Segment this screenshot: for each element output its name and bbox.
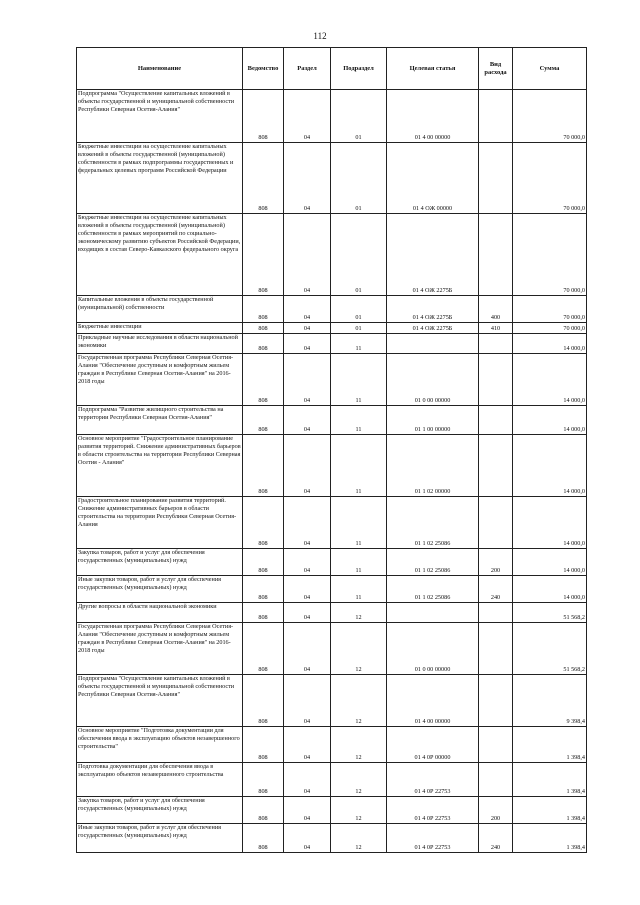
cell-cs: 01 4 00 00000 (387, 675, 479, 727)
cell-sum: 14 000,0 (513, 435, 587, 497)
cell-vr (479, 406, 513, 435)
cell-name: Подпрограмма "Осуществление капитальных вложений в объекты государственной и муниципальной собственности Республики Северная Осетия-Алания" (77, 90, 243, 143)
cell-cs: 01 4 ОЖ 2275Б (387, 296, 479, 323)
cell-name: Прикладные научные исследования в области национальной экономики (77, 334, 243, 354)
cell-razdel: 04 (284, 763, 331, 797)
cell-razdel: 04 (284, 549, 331, 576)
cell-vr (479, 763, 513, 797)
cell-sum: 51 568,2 (513, 603, 587, 623)
cell-razdel: 04 (284, 675, 331, 727)
cell-vr: 400 (479, 296, 513, 323)
cell-ved: 808 (243, 334, 284, 354)
cell-razdel: 04 (284, 143, 331, 214)
cell-razdel: 04 (284, 90, 331, 143)
cell-sum: 14 000,0 (513, 576, 587, 603)
cell-cs: 01 4 0Р 00000 (387, 727, 479, 763)
cell-ved: 808 (243, 576, 284, 603)
cell-name: Основное мероприятие "Подготовка документации для обеспечения ввода в эксплуатацию объектов незавершенного строительства" (77, 727, 243, 763)
table-row (77, 603, 587, 623)
header-vr: Вид расхода (479, 48, 513, 90)
cell-cs: 01 1 02 25086 (387, 576, 479, 603)
cell-podrazdel: 01 (331, 296, 387, 323)
cell-cs: 01 1 00 00000 (387, 406, 479, 435)
cell-sum: 14 000,0 (513, 497, 587, 549)
cell-razdel: 04 (284, 497, 331, 549)
cell-cs (387, 334, 479, 354)
cell-razdel: 04 (284, 603, 331, 623)
cell-vr (479, 435, 513, 497)
cell-name: Подпрограмма "Осуществление капитальных вложений в объекты государственной и муниципальной собственности Республики Северная Осетия-Алания" (77, 675, 243, 727)
cell-sum: 1 398,4 (513, 727, 587, 763)
cell-razdel: 04 (284, 623, 331, 675)
cell-sum: 9 398,4 (513, 675, 587, 727)
page-number: 112 (313, 31, 327, 41)
cell-ved: 808 (243, 497, 284, 549)
cell-name: Бюджетные инвестиции на осуществление капитальных вложений в объекты государственной (муниципальной) собственности в рамках мероприятий по социально-экономическому развитию субъектов Российской Федерации, входящих в состав Северо-Кавказского федерального округа (77, 214, 243, 296)
cell-razdel: 04 (284, 435, 331, 497)
cell-podrazdel: 12 (331, 727, 387, 763)
cell-podrazdel: 12 (331, 797, 387, 824)
cell-sum: 14 000,0 (513, 549, 587, 576)
cell-podrazdel: 01 (331, 143, 387, 214)
table-row (77, 497, 587, 549)
cell-sum: 70 000,0 (513, 90, 587, 143)
cell-podrazdel: 12 (331, 675, 387, 727)
table-row (77, 675, 587, 727)
cell-name: Другие вопросы в области национальной экономики (77, 603, 243, 623)
cell-podrazdel: 11 (331, 549, 387, 576)
budget-table (76, 47, 587, 853)
cell-cs: 01 1 02 25086 (387, 497, 479, 549)
cell-name: Иные закупки товаров, работ и услуг для обеспечения государственных (муниципальных) нужд (77, 824, 243, 853)
cell-podrazdel: 12 (331, 763, 387, 797)
cell-sum: 70 000,0 (513, 323, 587, 334)
cell-podrazdel: 12 (331, 603, 387, 623)
table-row (77, 727, 587, 763)
table-row (77, 334, 587, 354)
cell-cs: 01 4 0Р 22753 (387, 797, 479, 824)
cell-podrazdel: 12 (331, 623, 387, 675)
cell-ved: 808 (243, 143, 284, 214)
cell-cs: 01 0 00 00000 (387, 623, 479, 675)
cell-vr (479, 334, 513, 354)
cell-name: Иные закупки товаров, работ и услуг для обеспечения государственных (муниципальных) нужд (77, 576, 243, 603)
cell-razdel: 04 (284, 824, 331, 853)
cell-cs: 01 4 0Р 22753 (387, 763, 479, 797)
cell-sum: 70 000,0 (513, 214, 587, 296)
header-razdel: Раздел (284, 48, 331, 90)
cell-razdel: 04 (284, 214, 331, 296)
cell-ved: 808 (243, 603, 284, 623)
cell-podrazdel: 01 (331, 214, 387, 296)
cell-sum: 70 000,0 (513, 296, 587, 323)
cell-ved: 808 (243, 435, 284, 497)
cell-podrazdel: 11 (331, 576, 387, 603)
cell-vr (479, 675, 513, 727)
cell-name: Государственная программа Республики Северная Осетия-Алания "Обеспечение доступным и комфортным жильем граждан в Республике Северная Осетия-Алания" на 2016-2018 годы (77, 623, 243, 675)
table-row (77, 763, 587, 797)
cell-name: Закупка товаров, работ и услуг для обеспечения государственных (муниципальных) нужд (77, 797, 243, 824)
cell-vr: 410 (479, 323, 513, 334)
cell-vr (479, 603, 513, 623)
cell-cs: 01 4 ОЖ 00000 (387, 143, 479, 214)
cell-ved: 808 (243, 549, 284, 576)
table-row (77, 623, 587, 675)
header-podrazdel: Подраздел (331, 48, 387, 90)
cell-ved: 808 (243, 214, 284, 296)
cell-cs: 01 4 ОЖ 2275Б (387, 214, 479, 296)
cell-vr (479, 214, 513, 296)
cell-name: Бюджетные инвестиции на осуществление капитальных вложений в объекты государственной (муниципальной) собственности в рамках подпрограммы государственных и федеральных целевых программ Российской Федерации (77, 143, 243, 214)
cell-razdel: 04 (284, 727, 331, 763)
header-name: Наименование (77, 48, 243, 90)
cell-sum: 1 398,4 (513, 824, 587, 853)
cell-razdel: 04 (284, 797, 331, 824)
cell-sum: 14 000,0 (513, 354, 587, 406)
cell-podrazdel: 12 (331, 824, 387, 853)
table-row (77, 797, 587, 824)
cell-ved: 808 (243, 354, 284, 406)
table-row (77, 323, 587, 334)
cell-name: Бюджетные инвестиции (77, 323, 243, 334)
cell-vr: 240 (479, 576, 513, 603)
table-row (77, 296, 587, 323)
cell-ved: 808 (243, 824, 284, 853)
cell-name: Подготовка документации для обеспечения ввода в эксплуатацию объектов незавершенного строительства (77, 763, 243, 797)
cell-ved: 808 (243, 623, 284, 675)
cell-razdel: 04 (284, 323, 331, 334)
cell-podrazdel: 11 (331, 354, 387, 406)
cell-vr (479, 497, 513, 549)
cell-ved: 808 (243, 763, 284, 797)
cell-podrazdel: 01 (331, 90, 387, 143)
cell-name: Закупка товаров, работ и услуг для обеспечения государственных (муниципальных) нужд (77, 549, 243, 576)
cell-vr (479, 623, 513, 675)
cell-podrazdel: 11 (331, 334, 387, 354)
table-row (77, 214, 587, 296)
cell-name: Подпрограмма "Развитие жилищного строительства на территории Республики Северная Осетия-Алания" (77, 406, 243, 435)
cell-name: Градостроительное планирование развития территорий. Снижение административных барьеров в области строительства на территории Республики Северная Осетия-Алания (77, 497, 243, 549)
cell-cs: 01 0 00 00000 (387, 354, 479, 406)
cell-cs: 01 4 ОЖ 2275Б (387, 323, 479, 334)
cell-ved: 808 (243, 323, 284, 334)
table-row (77, 90, 587, 143)
cell-razdel: 04 (284, 334, 331, 354)
cell-name: Капитальные вложения в объекты государственной (муниципальной) собственности (77, 296, 243, 323)
cell-podrazdel: 01 (331, 323, 387, 334)
header-row (77, 48, 587, 90)
cell-ved: 808 (243, 406, 284, 435)
cell-sum: 51 568,2 (513, 623, 587, 675)
cell-sum: 14 000,0 (513, 334, 587, 354)
cell-ved: 808 (243, 675, 284, 727)
cell-ved: 808 (243, 797, 284, 824)
cell-podrazdel: 11 (331, 497, 387, 549)
cell-cs: 01 1 02 00000 (387, 435, 479, 497)
cell-vr: 200 (479, 797, 513, 824)
cell-razdel: 04 (284, 354, 331, 406)
table-row (77, 143, 587, 214)
cell-vr (479, 90, 513, 143)
cell-razdel: 04 (284, 296, 331, 323)
cell-ved: 808 (243, 90, 284, 143)
cell-name: Государственная программа Республики Северная Осетия-Алания "Обеспечение доступным и комфортным жильем граждан в Республике Северная Осетия-Алания" на 2016-2018 годы (77, 354, 243, 406)
cell-cs: 01 4 0Р 22753 (387, 824, 479, 853)
header-cs: Целевая статья (387, 48, 479, 90)
cell-sum: 70 000,0 (513, 143, 587, 214)
cell-cs: 01 4 00 00000 (387, 90, 479, 143)
header-sum: Сумма (513, 48, 587, 90)
table-row (77, 435, 587, 497)
cell-vr (479, 354, 513, 406)
cell-sum: 1 398,4 (513, 763, 587, 797)
cell-cs: 01 1 02 25086 (387, 549, 479, 576)
cell-razdel: 04 (284, 406, 331, 435)
table-row (77, 354, 587, 406)
cell-name: Основное мероприятие "Градостроительное планирование развития территорий. Снижение административных барьеров в области строительства на территории Республики Северная Осетия - Алания" (77, 435, 243, 497)
table-row (77, 824, 587, 853)
cell-vr (479, 727, 513, 763)
cell-podrazdel: 11 (331, 435, 387, 497)
cell-vr: 200 (479, 549, 513, 576)
cell-sum: 1 398,4 (513, 797, 587, 824)
cell-vr: 240 (479, 824, 513, 853)
cell-sum: 14 000,0 (513, 406, 587, 435)
cell-razdel: 04 (284, 576, 331, 603)
table-row (77, 576, 587, 603)
header-ved: Ведомство (243, 48, 284, 90)
cell-podrazdel: 11 (331, 406, 387, 435)
table-row (77, 549, 587, 576)
cell-vr (479, 143, 513, 214)
table-row (77, 406, 587, 435)
cell-ved: 808 (243, 727, 284, 763)
cell-cs (387, 603, 479, 623)
cell-ved: 808 (243, 296, 284, 323)
